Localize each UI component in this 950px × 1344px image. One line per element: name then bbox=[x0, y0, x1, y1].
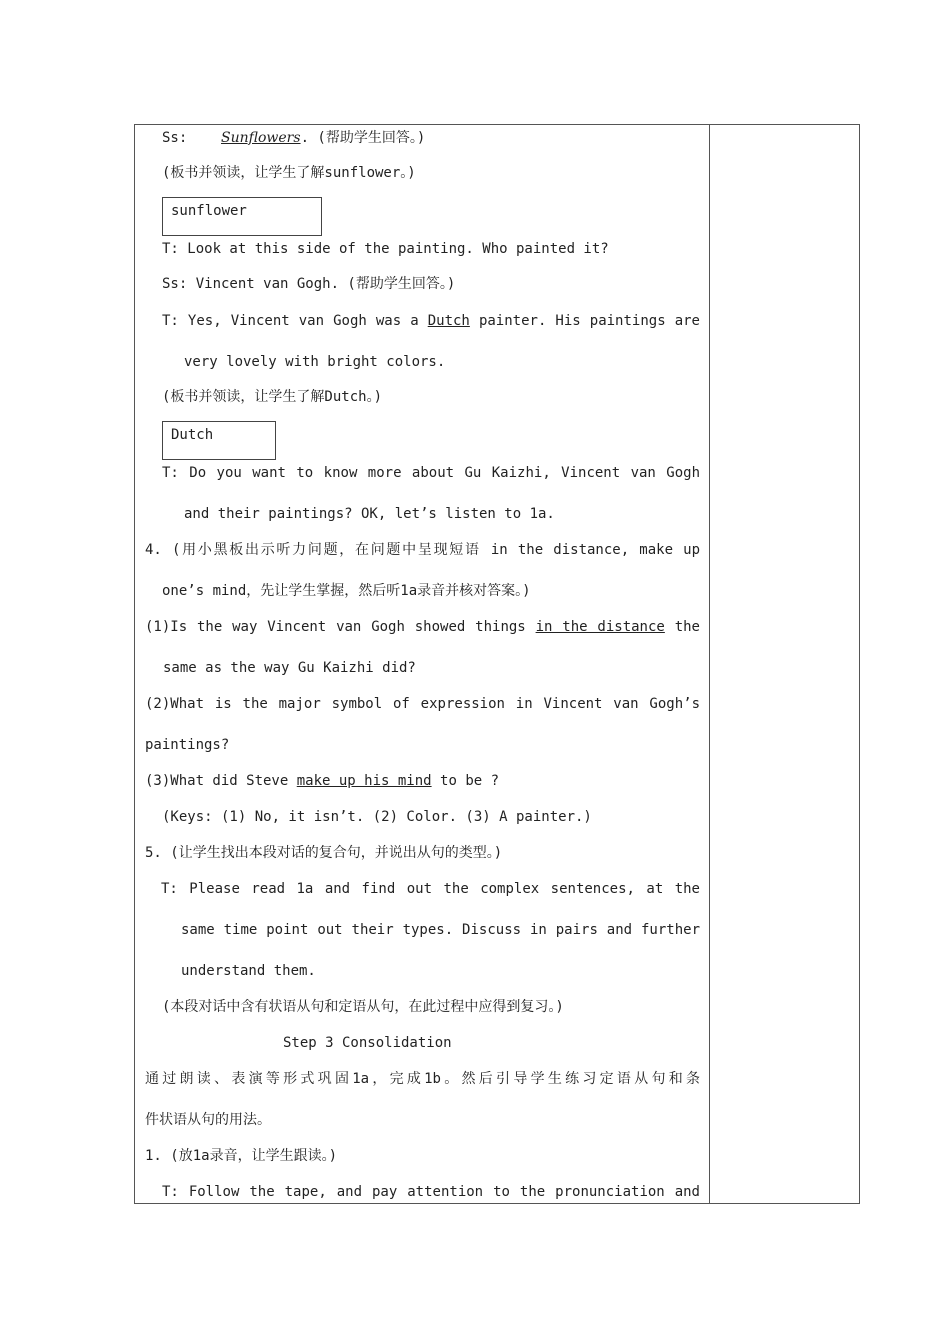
board-box-sunflower: sunflower bbox=[162, 197, 322, 236]
dutch-word: Dutch bbox=[427, 313, 470, 329]
line-complex-sentences: T: Please read 1a and find out the complex sentences, at the bbox=[161, 881, 700, 897]
line-understand-them: understand them. bbox=[181, 963, 316, 979]
line-step-4-cont: one’s mind，先让学生掌握，然后听1a录音并核对答案。) bbox=[162, 583, 531, 599]
line-question-1-cont: same as the way Gu Kaizhi did? bbox=[163, 660, 416, 676]
line-who-painted: T: Look at this side of the painting. Who painted it? bbox=[162, 241, 609, 257]
line-question-2: (2)What is the major symbol of expression in Vincent van Gogh’s bbox=[145, 696, 700, 712]
line-ss-van-gogh: Ss: Vincent van Gogh. (帮助学生回答。) bbox=[162, 276, 456, 292]
line-step-5: 5. (让学生找出本段对话的复合句，并说出从句的类型。) bbox=[145, 845, 503, 861]
line-step-4: 4. (用小黑板出示听力问题，在问题中呈现短语 in the distance, make up bbox=[145, 542, 700, 558]
line-bright-colors: very lovely with bright colors. bbox=[184, 354, 446, 370]
line-consolidation: 通过朗读、表演等形式巩固1a，完成1b。然后引导学生练习定语从句和条 bbox=[145, 1071, 700, 1087]
line-listen-1a: and their paintings? OK, let’s listen to 1a. bbox=[184, 506, 555, 522]
line-question-1: (1)Is the way Vincent van Gogh showed things in the distance the bbox=[145, 619, 700, 635]
line-follow-tape: T: Follow the tape, and pay attention to the pronunciation and bbox=[162, 1184, 700, 1200]
line-consolidation-cont: 件状语从句的用法。 bbox=[145, 1112, 271, 1128]
line-dutch-painter: T: Yes, Vincent van Gogh was a Dutch painter. His paintings are bbox=[162, 313, 700, 329]
line-step-1-tape: 1. (放1a录音，让学生跟读。) bbox=[145, 1148, 338, 1164]
line-point-out-types: same time point out their types. Discuss in pairs and further bbox=[181, 922, 700, 938]
line-ss-sunflowers: Ss: Sunflowers. (帮助学生回答。) bbox=[162, 130, 426, 146]
line-keys: (Keys: (1) No, it isn’t. (2) Color. (3) A painter.) bbox=[162, 809, 592, 825]
line-board-dutch: (板书并领读，让学生了解Dutch。) bbox=[162, 389, 383, 405]
column-divider bbox=[709, 125, 710, 1203]
line-board-sunflower: (板书并领读，让学生了解sunflower。) bbox=[162, 165, 416, 181]
line-review-note: (本段对话中含有状语从句和定语从句，在此过程中应得到复习。) bbox=[162, 999, 564, 1015]
board-box-dutch: Dutch bbox=[162, 421, 276, 460]
in-the-distance-phrase: in the distance bbox=[535, 619, 665, 635]
make-up-his-mind-phrase: make up his mind bbox=[296, 773, 432, 789]
step-3-heading: Step 3 Consolidation bbox=[283, 1035, 452, 1051]
line-question-3: (3)What did Steve make up his mind to be ? bbox=[145, 773, 500, 789]
sunflowers-word: Sunflowers bbox=[221, 130, 301, 146]
line-question-2-cont: paintings? bbox=[145, 737, 230, 753]
line-know-more: T: Do you want to know more about Gu Kaizhi, Vincent van Gogh bbox=[162, 465, 700, 481]
